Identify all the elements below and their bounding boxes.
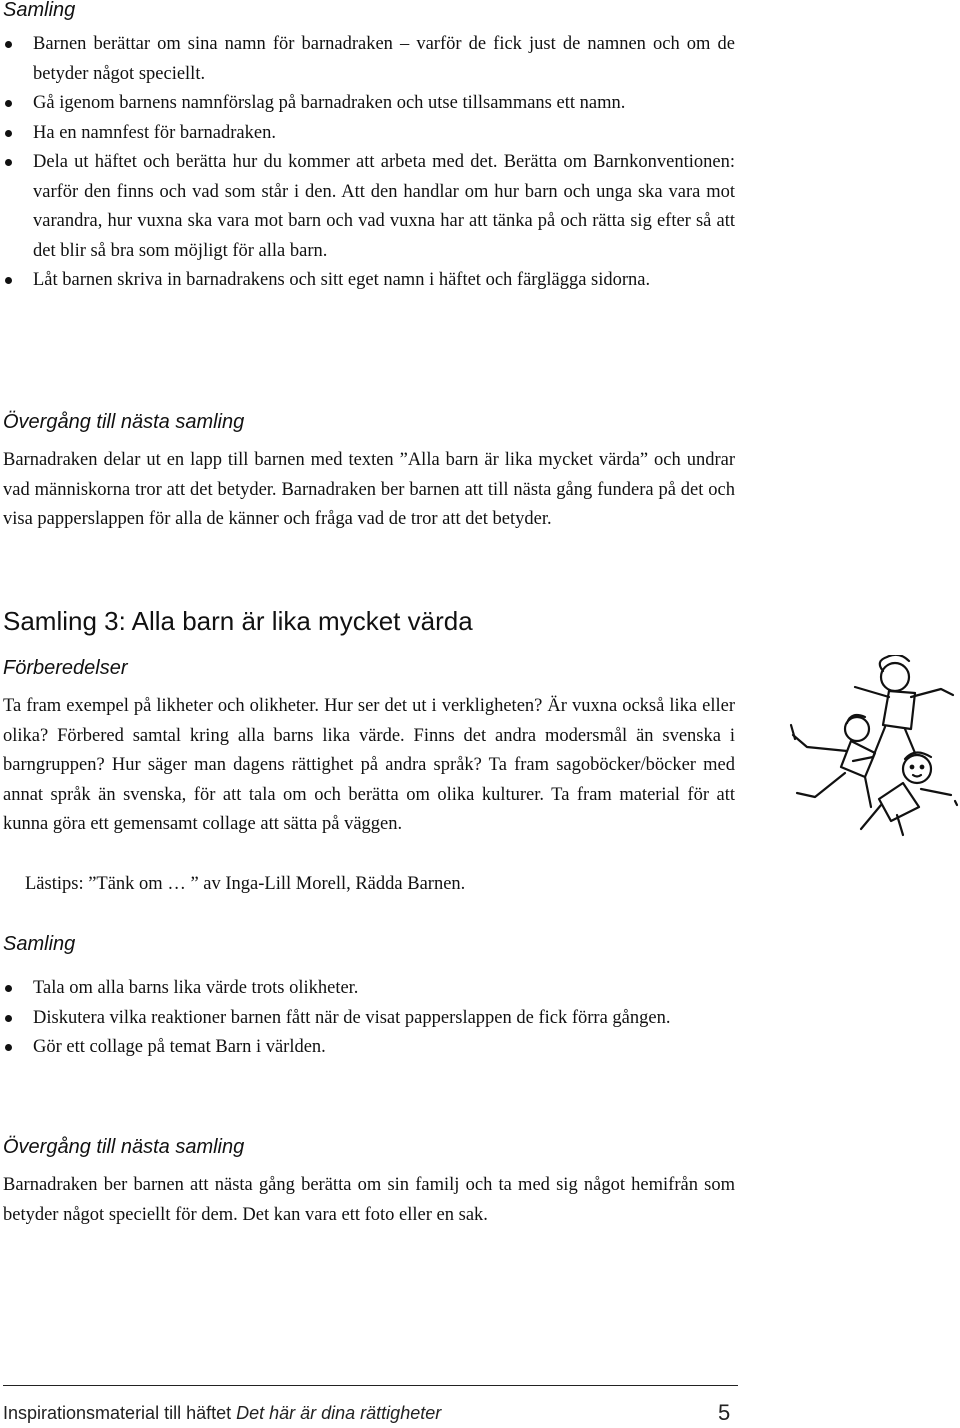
- paragraph-overgang-2: Barnadraken ber barnen att nästa gång berätta om sin familj och ta med sig något hemifrån som betyder något speciellt för dem. Det kan vara ett foto eller en sak.: [3, 1175, 735, 1225]
- bullet-list-samling: [3, 30, 735, 296]
- section-heading-overgang-2: Övergång till nästa samling: [3, 1136, 245, 1158]
- list-item: Barnen berättar om sina namn för barnadraken – varför de fick just de namnen och om de betyder något speciellt.: [3, 30, 735, 89]
- footer-booklet-title: Det här är dina rättigheter: [236, 1403, 442, 1423]
- footer-divider: [3, 1385, 738, 1386]
- reading-tip: Lästips: ”Tänk om … ” av Inga-Lill Morell, Rädda Barnen.: [25, 874, 466, 894]
- section-heading-forberedelser: Förberedelser: [3, 657, 128, 679]
- footer-prefix: Inspirationsmaterial till häftet: [3, 1403, 237, 1423]
- list-item: Tala om alla barns lika värde trots olikheter.: [3, 974, 735, 1004]
- list-item: Diskutera vilka reaktioner barnen fått när de visat papperslappen de fick förra gången.: [3, 1004, 735, 1034]
- paragraph-forberedelser: Ta fram exempel på likheter och olikheter. Hur ser det ut i verkligheten? Är vuxna också lika eller olika? Förbered samtal kring alla barns lika värde. Finns det andra modersmål än svenska i barngruppen? Hur säger man dagens rättighet på andra språk? Ta fram sagoböcker/böcker med annat språk än svenska, för att tala om och berätta om olika kulturer. Ta fram material för att kunna göra ett gemensamt collage att sätta på väggen.: [3, 696, 735, 834]
- section-heading-overgang: Övergång till nästa samling: [3, 411, 245, 433]
- list-item: Gå igenom barnens namnförslag på barnadraken och utse tillsammans ett namn.: [3, 89, 735, 119]
- list-item: Låt barnen skriva in barnadrakens och sitt eget namn i häftet och färglägga sidorna.: [3, 266, 735, 296]
- list-item: Dela ut häftet och berätta hur du kommer att arbeta med det. Berätta om Barnkonventionen: varför den finns och vad som står i den. Att den handlar om hur barn och unga ska vara mot varandra, hur vuxna ska vara mot barn och vad vuxna har att tänka på och rätta sig efter så att det blir så bra som möjligt för alla barn.: [3, 148, 735, 266]
- section-heading-samling-2: Samling: [3, 933, 76, 955]
- jumping-children-icon: [785, 655, 960, 840]
- footer-title: [3, 1402, 441, 1424]
- page-number: 5: [718, 1400, 731, 1425]
- paragraph-overgang: Barnadraken delar ut en lapp till barnen med texten ”Alla barn är lika mycket värda” och undrar vad människorna tror att det betyder. Barnadraken ber barnen att till nästa gång fundera på det och visa papperslappen för alla de känner och fråga vad de tror att det betyder.: [3, 450, 735, 529]
- list-item: Ha en namnfest för barnadraken.: [3, 119, 735, 149]
- section-heading-samling: Samling: [3, 0, 76, 21]
- bullet-list-samling-2: [3, 974, 735, 1063]
- list-item: Gör ett collage på temat Barn i världen.: [3, 1033, 735, 1063]
- samling-3-title: Samling 3: Alla barn är lika mycket värda: [3, 606, 473, 636]
